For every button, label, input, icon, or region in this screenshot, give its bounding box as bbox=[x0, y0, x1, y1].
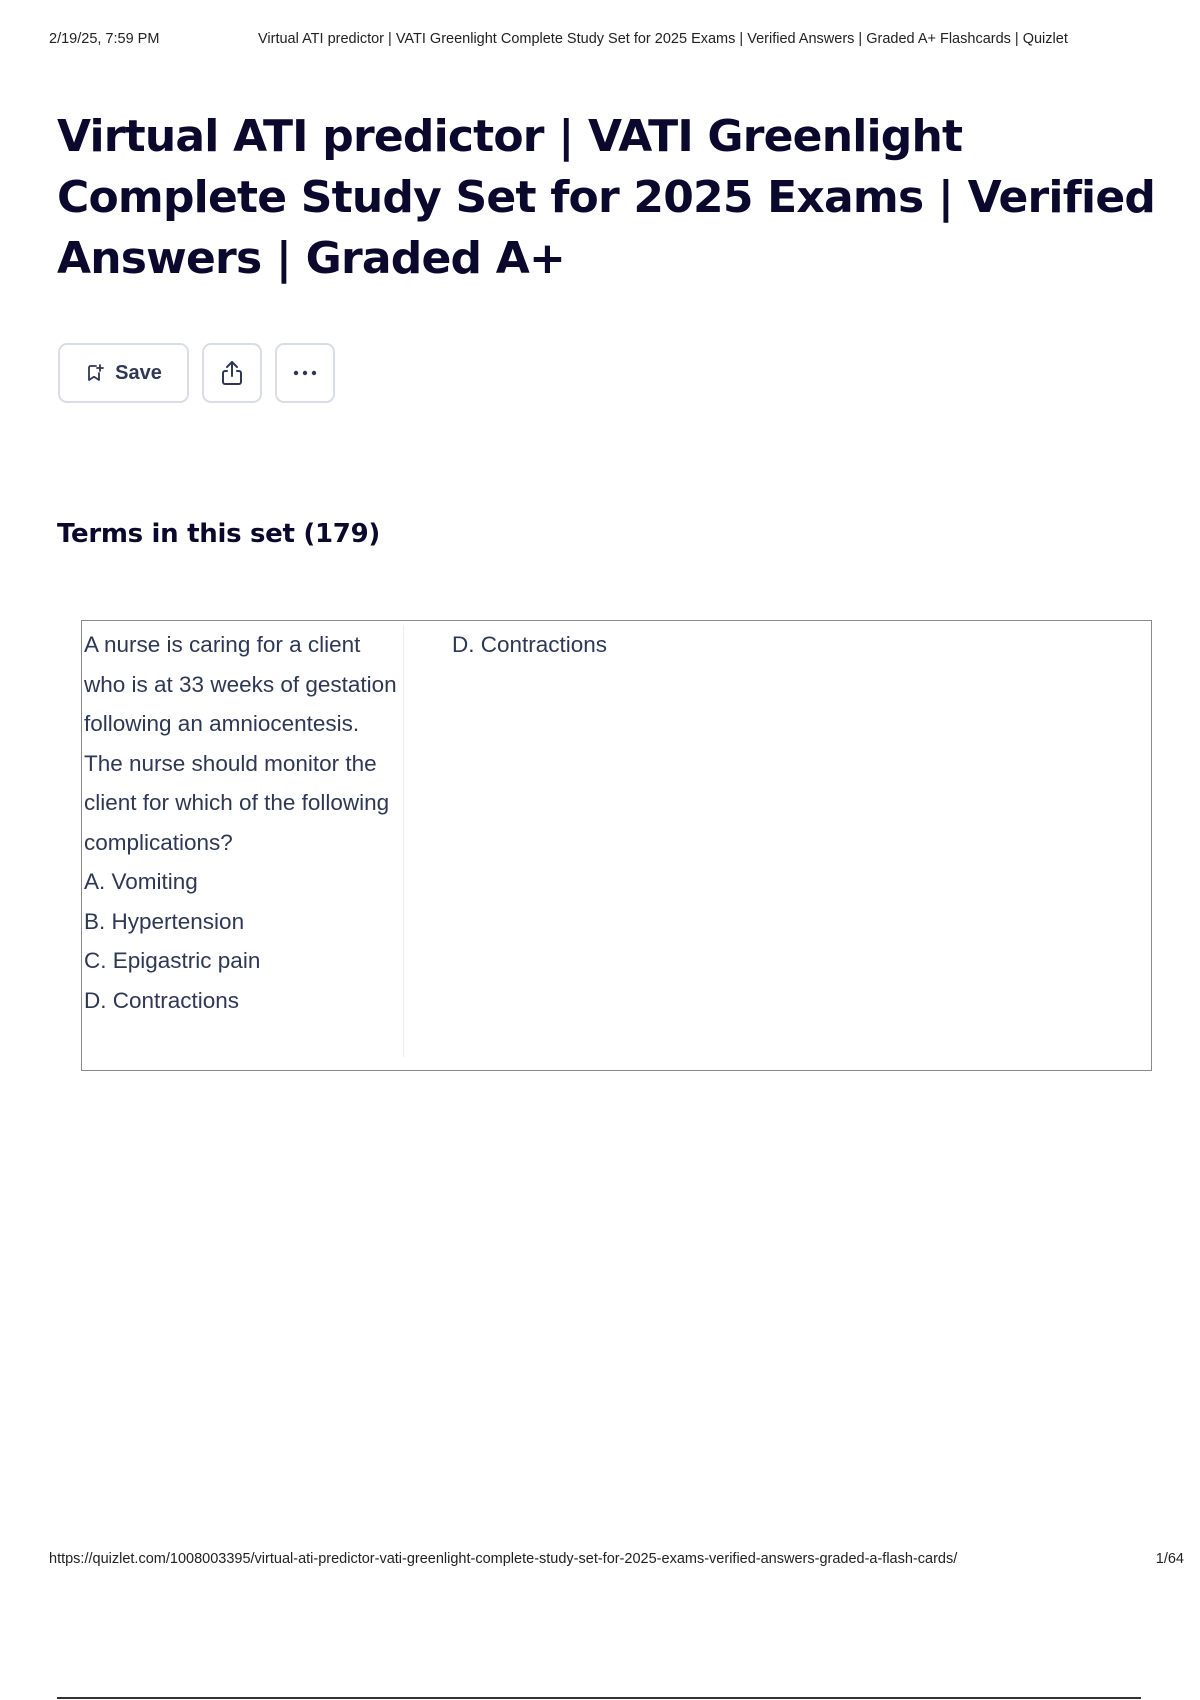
flashcard-row bbox=[81, 620, 1152, 1071]
term-question: A nurse is caring for a client who is at 33 weeks of gestation following an amniocentesis. The nurse should monitor the client for which of the following complications? bbox=[84, 632, 397, 855]
bookmark-add-icon bbox=[85, 363, 105, 383]
more-horizontal-icon bbox=[291, 369, 319, 377]
term-option-d: D. Contractions bbox=[84, 987, 240, 1013]
term-option-b: B. Hypertension bbox=[84, 908, 245, 934]
print-date: 2/19/25, 7:59 PM bbox=[49, 31, 160, 47]
share-button[interactable] bbox=[202, 343, 262, 403]
save-button[interactable] bbox=[58, 343, 189, 403]
share-icon bbox=[218, 359, 246, 387]
print-url: https://quizlet.com/1008003395/virtual-ati-predictor-vati-greenlight-complete-study-set-for-2025-exams-verified-answers-graded-a-flash-cards/ bbox=[49, 1551, 958, 1567]
page-number: 1/64 bbox=[1155, 1551, 1184, 1567]
term-option-c: C. Epigastric pain bbox=[84, 948, 261, 973]
flashcard-definition: D. Contractions bbox=[452, 632, 608, 657]
term-option-a: A. Vomiting bbox=[84, 869, 198, 894]
more-options-button[interactable] bbox=[275, 343, 335, 403]
print-document-title: Virtual ATI predictor | VATI Greenlight Complete Study Set for 2025 Exams | Verified Answers | Graded A+ Flashcards | Quizlet bbox=[258, 31, 1068, 47]
divider bbox=[57, 1697, 1141, 1699]
terms-heading: Terms in this set (179) bbox=[57, 519, 380, 549]
save-button-label: Save bbox=[115, 361, 162, 384]
set-title: Virtual ATI predictor | VATI Greenlight Complete Study Set for 2025 Exams | Verified Answers | Graded A+ bbox=[57, 111, 1156, 284]
flashcard-term bbox=[84, 625, 404, 1057]
set-actions bbox=[58, 343, 335, 403]
